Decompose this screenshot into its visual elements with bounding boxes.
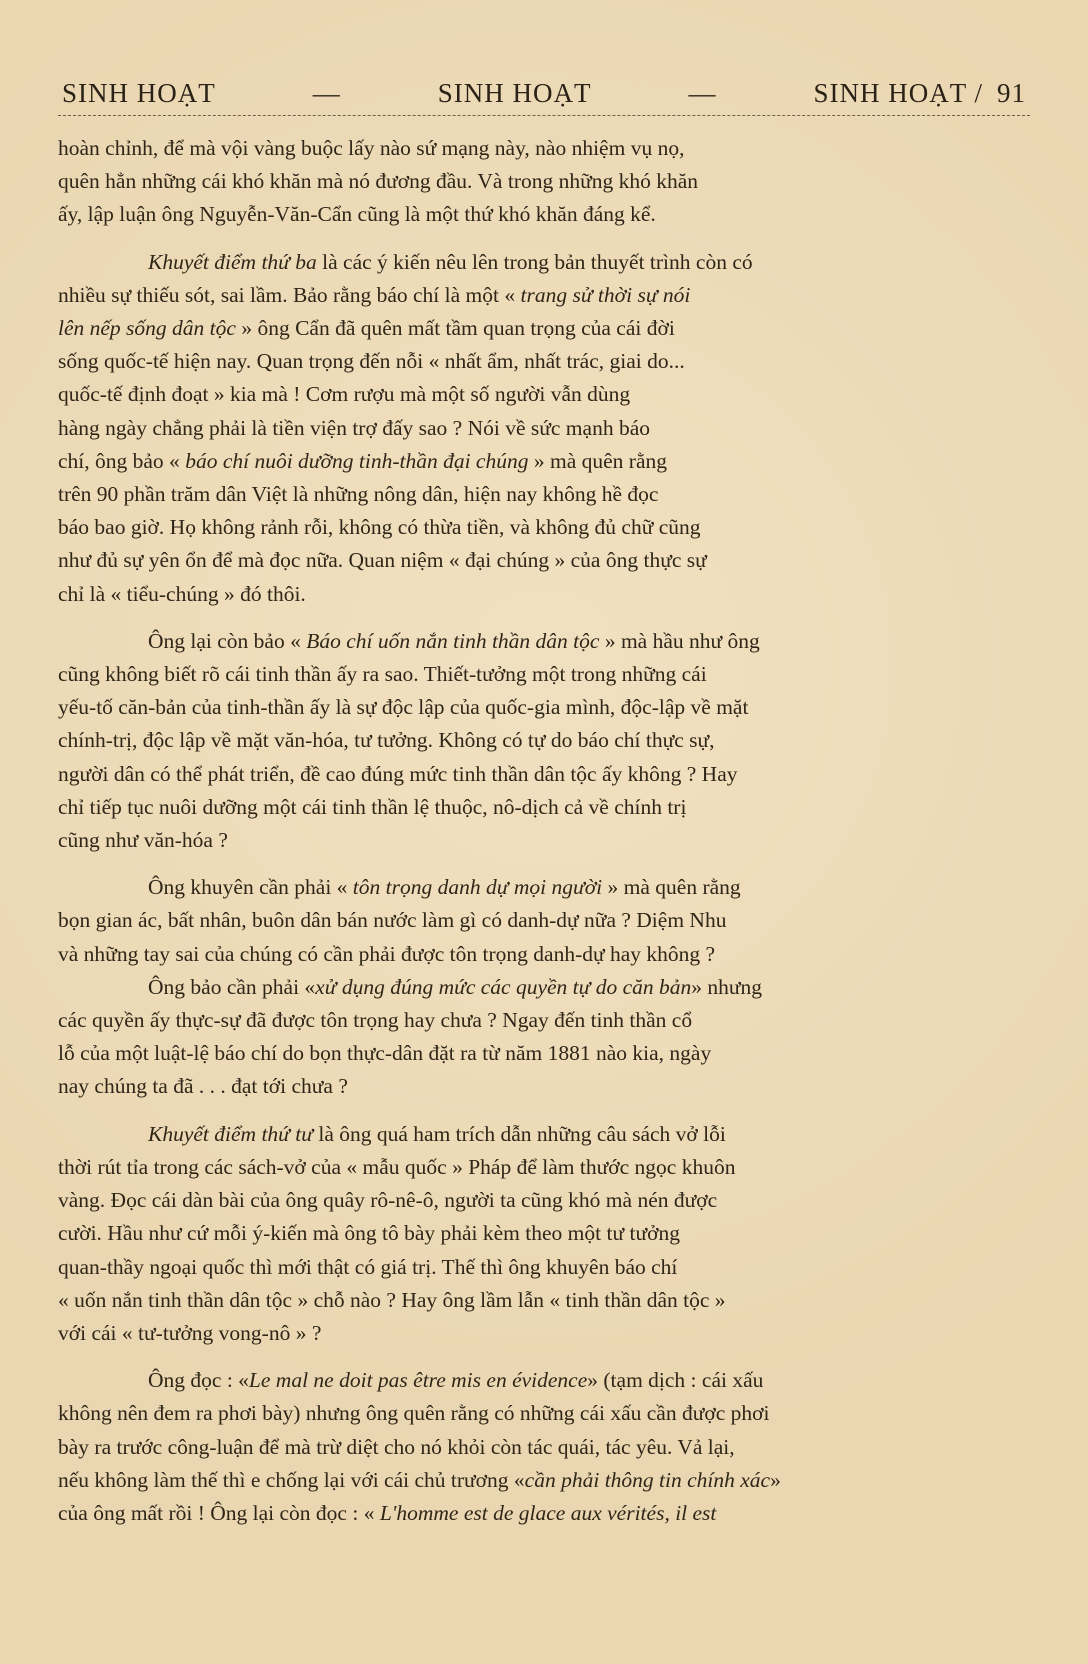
italic-text: trang sử thời sự nói <box>520 282 691 307</box>
text-line: như đủ sự yên ổn để mà đọc nữa. Quan niệm « đại chúng » của ông thực sự <box>58 548 707 573</box>
text-line: cũng không biết rõ cái tinh thần ấy ra sao. Thiết-tưởng một trong những cái <box>58 662 707 687</box>
text-line: hàng ngày chẳng phải là tiền viện trợ đấy sao ? Nói về sức mạnh báo <box>58 415 650 440</box>
text-line: và những tay sai của chúng có cần phải được tôn trọng danh-dự hay không ? <box>58 941 716 966</box>
paragraph <box>58 625 1030 857</box>
italic-text: Báo chí uốn nắn tinh thần dân tộc <box>306 628 600 653</box>
italic-text: Le mal ne doit pas être mis en évidence <box>248 1368 588 1393</box>
text-line: Ông đọc : «Le mal ne doit pas être mis en évidence» (tạm dịch : cái xấu <box>148 1368 764 1393</box>
text-line: quan-thầy ngoại quốc thì mới thật có giá trị. Thế thì ông khuyên báo chí <box>58 1254 678 1279</box>
text-line: Ông lại còn bảo « Báo chí uốn nắn tinh thần dân tộc » mà hầu như ông <box>148 628 760 653</box>
header-dash: — <box>688 78 717 108</box>
page-number: 91 <box>996 78 1026 108</box>
header-right-group <box>813 78 1026 109</box>
text-line: quên hẳn những cái khó khăn mà nó đương đầu. Và trong những khó khăn <box>58 169 699 194</box>
text-line: cũng như văn-hóa ? <box>58 828 228 853</box>
text-line: Khuyết điểm thứ tư là ông quá ham trích dẫn những câu sách vở lỗi <box>148 1121 726 1146</box>
italic-text: lên nếp sống dân tộc <box>58 316 236 341</box>
text-line: hoàn chỉnh, để mà vội vàng buộc lấy nào sứ mạng này, nào nhiệm vụ nọ, <box>58 136 685 160</box>
text-line: thời rút tỉa trong các sách-vở của « mẫu quốc » Pháp để làm thước ngọc khuôn <box>58 1154 736 1179</box>
paragraph <box>58 1364 1030 1530</box>
header-right-title: SINH HOẠT / <box>813 78 983 108</box>
text-line: chí, ông bảo « báo chí nuôi dưỡng tinh-thần đại chúng » mà quên rằng <box>58 448 667 473</box>
text-line: sống quốc-tế hiện nay. Quan trọng đến nỗi « nhất ẩm, nhất trác, giai do... <box>58 349 685 374</box>
text-line: các quyền ấy thực-sự đã được tôn trọng hay chưa ? Ngay đến tinh thần cổ <box>58 1008 693 1033</box>
text-line: Ông khuyên cần phải « tôn trọng danh dự mọi người » mà quên rằng <box>148 875 741 900</box>
italic-text: L'homme est de glace aux vérités, il est <box>379 1500 717 1525</box>
text-line: chính-trị, độc lập về mặt văn-hóa, tư tưởng. Không có tự do báo chí thực sự, <box>58 728 715 753</box>
text-line: nay chúng ta đã . . . đạt tới chưa ? <box>58 1074 348 1099</box>
text-line: nếu không làm thế thì e chống lại với cái chủ trương «cần phải thông tin chính xác» <box>58 1467 781 1492</box>
text-line: báo bao giờ. Họ không rảnh rỗi, không có thừa tiền, và không đủ chữ cũng <box>58 515 701 540</box>
header-left-title: SINH HOẠT <box>62 78 216 108</box>
italic-text: Khuyết điểm thứ tư <box>148 1121 313 1146</box>
text-line: người dân có thể phát triển, đề cao đúng mức tinh thần dân tộc ấy không ? Hay <box>58 761 738 786</box>
text-line: quốc-tế định đoạt » kia mà ! Cơm rượu mà một số người vẫn dùng <box>58 382 631 407</box>
text-line: nhiều sự thiếu sót, sai lầm. Bảo rằng báo chí là một « trang sử thời sự nói <box>58 282 691 307</box>
text-line: lỗ của một luật-lệ báo chí do bọn thực-dân đặt ra từ năm 1881 nào kia, ngày <box>58 1041 712 1066</box>
italic-text: Khuyết điểm thứ ba <box>148 249 317 274</box>
italic-text: cần phải thông tin chính xác <box>524 1467 771 1492</box>
text-line: lên nếp sống dân tộc » ông Cẩn đã quên mất tầm quan trọng của cái đời <box>58 316 675 341</box>
italic-text: xử dụng đúng mức các quyền tự do căn bản <box>315 974 692 999</box>
text-line: bày ra trước công-luận để mà trừ diệt cho nó khỏi còn tác quái, tác yêu. Vả lại, <box>58 1434 735 1459</box>
text-line: không nên đem ra phơi bày) nhưng ông quên rằng có những cái xấu cần được phơi <box>58 1401 770 1426</box>
header-center-title: SINH HOẠT <box>437 78 592 108</box>
text-line: của ông mất rồi ! Ông lại còn đọc : « L'homme est de glace aux vérités, il est <box>58 1500 717 1525</box>
italic-text: tôn trọng danh dự mọi người <box>352 875 603 900</box>
text-line: vàng. Đọc cái dàn bài của ông quây rô-nê-ô, người ta cũng khó mà nén được <box>58 1188 718 1213</box>
text-line: chỉ tiếp tục nuôi dưỡng một cái tinh thần lệ thuộc, nô-dịch cả về chính trị <box>58 794 687 819</box>
paragraph <box>58 1118 1030 1350</box>
paragraph <box>58 871 1030 971</box>
text-line: Ông bảo cần phải «xử dụng đúng mức các quyền tự do căn bản» nhưng <box>148 974 763 999</box>
text-line: cười. Hầu như cứ mỗi ý-kiến mà ông tô bày phải kèm theo một tư tưởng <box>58 1221 680 1246</box>
text-line: với cái « tư-tưởng vong-nô » ? <box>58 1320 322 1345</box>
paragraph <box>58 132 1030 232</box>
paragraph <box>58 971 1030 1104</box>
paragraph <box>58 246 1030 611</box>
text-line: chỉ là « tiểu-chúng » đó thôi. <box>58 581 306 606</box>
text-line: « uốn nắn tinh thần dân tộc » chỗ nào ? Hay ông lầm lẫn « tinh thần dân tộc » <box>58 1287 726 1312</box>
running-header <box>58 78 1030 116</box>
italic-text: báo chí nuôi dưỡng tinh-thần đại chúng <box>185 448 529 473</box>
article-body <box>58 132 1030 1530</box>
text-line: yếu-tố căn-bản của tinh-thần ấy là sự độc lập của quốc-gia mình, độc-lập về mặt <box>58 695 749 720</box>
text-line: ấy, lập luận ông Nguyễn-Văn-Cẩn cũng là một thứ khó khăn đáng kể. <box>58 202 656 227</box>
text-line: trên 90 phần trăm dân Việt là những nông dân, hiện nay không hề đọc <box>58 482 659 507</box>
header-dash: — <box>312 78 341 108</box>
text-line: bọn gian ác, bất nhân, buôn dân bán nước làm gì có danh-dự nữa ? Diệm Nhu <box>58 908 727 933</box>
text-line: Khuyết điểm thứ ba là các ý kiến nêu lên trong bản thuyết trình còn có <box>148 249 753 274</box>
